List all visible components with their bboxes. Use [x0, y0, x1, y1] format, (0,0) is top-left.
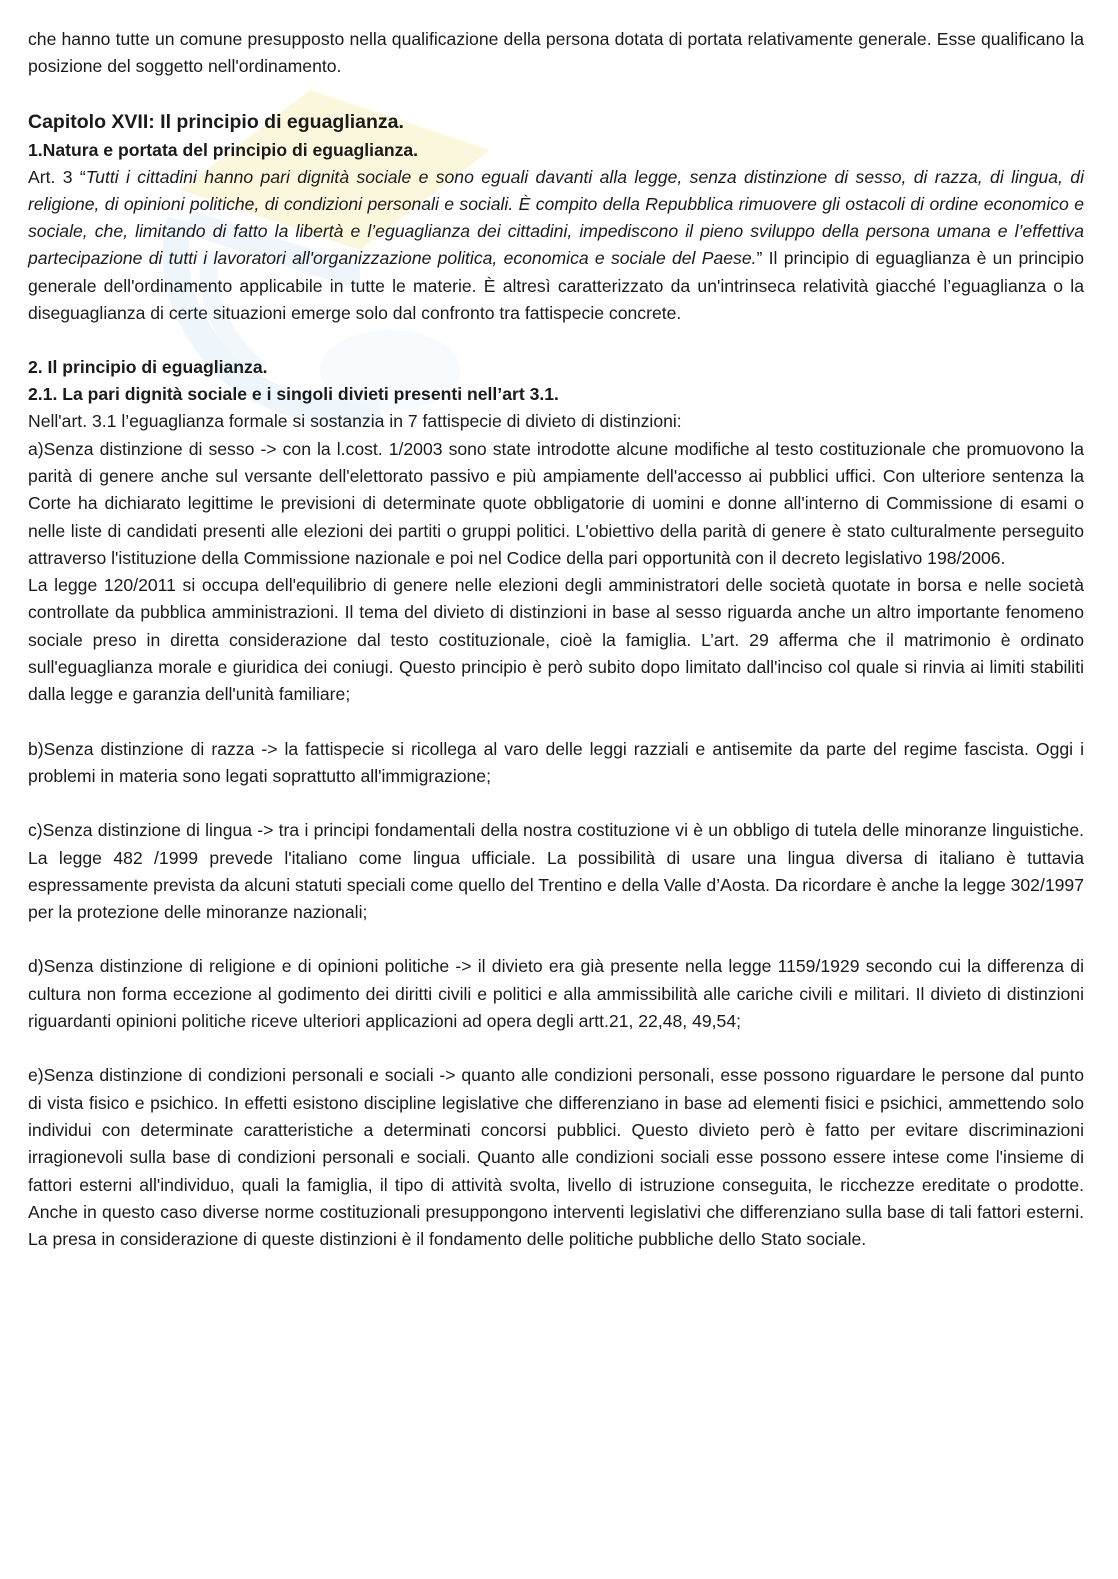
- paragraph-law-120: La legge 120/2011 si occupa dell'equilibrio di genere nelle elezioni degli amministratori delle società quotate in borsa e nelle società controllate da pubblica amministrazioni. Il tema del divieto di distinzioni in base al sesso riguarda anche un altro importante fenomeno sociale preso in diretta considerazione dal testo costituzionale, cioè la famiglia. L’art. 29 afferma che il matrimonio è ordinato sull'eguaglianza morale e giuridica dei coniugi. Questo principio è però subito dopo limitato dall'inciso col quale si rinvia ai limiti stabiliti dalla legge e garanzia dell'unità familiare;: [28, 575, 1084, 705]
- document-body: [28, 26, 1084, 1253]
- paragraph-item-c: c)Senza distinzione di lingua -> tra i principi fondamentali della nostra costituzione vi è un obbligo di tutela delle minoranze linguistiche. La legge 482 /1999 prevede l'italiano come lingua ufficiale. La possibilità di usare una lingua diversa di italiano è tuttavia espressamente prevista da alcuni statuti speciali come quello del Trentino e della Valle d’Aosta. Da ricordare è anche la legge 302/1997 per la protezione delle minoranze nazionali;: [28, 820, 1084, 923]
- paragraph-item-b: b)Senza distinzione di razza -> la fattispecie si ricollega al varo delle leggi razziali e antisemite da parte del regime fascista. Oggi i problemi in materia sono legati soprattutto all'immigrazione;: [28, 738, 1084, 786]
- art3-quote: Tutti i cittadini hanno pari dignità sociale e sono eguali davanti alla legge, senza distinzione di sesso, di razza, di lingua, di religione, di opinioni politiche, di condizioni personali e sociali. È compito della Repubblica rimuovere gli ostacoli di ordine economico e sociale, che, limitando di fatto la libertà e l’eguaglianza dei cittadini, impediscono il pieno sviluppo della persona umana e l’effettiva partecipazione di tutti i lavoratori all'organizzazione politica, economica e sociale del Paese.: [28, 166, 1084, 269]
- art3-prefix: Art. 3 “: [28, 166, 86, 187]
- section-title-2: 2. Il principio di eguaglianza.: [28, 357, 268, 378]
- chapter-title: Capitolo XVII: Il principio di eguaglianza.: [28, 110, 404, 133]
- paragraph-art3: [28, 164, 1084, 328]
- art3-commentary: ” Il principio di eguaglianza è un principio generale dell'ordinamento applicabile in tutte le materie. È altresì caratterizzato da un'intrinseca relatività giacché l’eguaglianza o la diseguaglianza di certe situazioni emerge solo dal confronto tra fattispecie concrete.: [28, 248, 1085, 324]
- paragraph-intro: che hanno tutte un comune presupposto nella qualificazione della persona dotata di portata relativamente generale. Esse qualificano la posizione del soggetto nell'ordinamento.: [28, 29, 1084, 77]
- section-title-1: 1.Natura e portata del principio di eguaglianza.: [28, 139, 419, 160]
- subsection-title-2-1: 2.1. La pari dignità sociale e i singoli divieti presenti nell’art 3.1.: [28, 384, 559, 405]
- paragraph-lead: Nell'art. 3.1 l’eguaglianza formale si sostanzia in 7 fattispecie di divieto di distinzioni:: [28, 411, 682, 432]
- paragraph-item-e: e)Senza distinzione di condizioni personali e sociali -> quanto alle condizioni personali, esse possono riguardare le persone dal punto di vista fisico e psichico. In effetti esistono discipline legislative che differenziano in base ad elementi fisici e psichici, ammettendo solo individui con determinate caratteristiche a determinati concorsi pubblici. Questo divieto però è fatto per evitare discriminazioni irragionevoli sulla base di condizioni personali e sociali. Quanto alle condizioni sociali esse possono essere intese come l'insieme di fattori esterni all'individuo, quali la famiglia, il tipo di attività svolta, livello di istruzione conseguita, le ricchezze ereditate o prodotte. Anche in questo caso diverse norme costituzionali presuppongono interventi legislativi che differenziano sulla base di tali fattori esterni. La presa in considerazione di queste distinzioni è il fondamento delle politiche pubbliche dello Stato sociale.: [28, 1065, 1084, 1250]
- paragraph-item-a: a)Senza distinzione di sesso -> con la l.cost. 1/2003 sono state introdotte alcune modifiche al testo costituzionale che promuovono la parità di genere anche sul versante dell'elettorato passivo e più ampiamente dell'accesso ai pubblici uffici. Con ulteriore sentenza la Corte ha dichiarato legittime le previsioni di determinate quote obbligatorie di uomini e donne all'interno di Commissione di esami o nelle liste di candidati presenti alle elezioni dei partiti o gruppi politici. L'obiettivo della parità di genere è stato culturalmente perseguito attraverso l'istituzione della Commissione nazionale e poi nel Codice della pari opportunità con il decreto legislativo 198/2006.: [28, 438, 1084, 568]
- paragraph-item-d: d)Senza distinzione di religione e di opinioni politiche -> il divieto era già presente nella legge 1159/1929 secondo cui la differenza di cultura non forma eccezione al godimento dei diritti civili e politici e alla ammissibilità alle cariche civili e militari. Il divieto di distinzioni riguardanti opinioni politiche riceve ulteriori applicazioni ad opera degli artt.21, 22,48, 49,54;: [28, 956, 1084, 1032]
